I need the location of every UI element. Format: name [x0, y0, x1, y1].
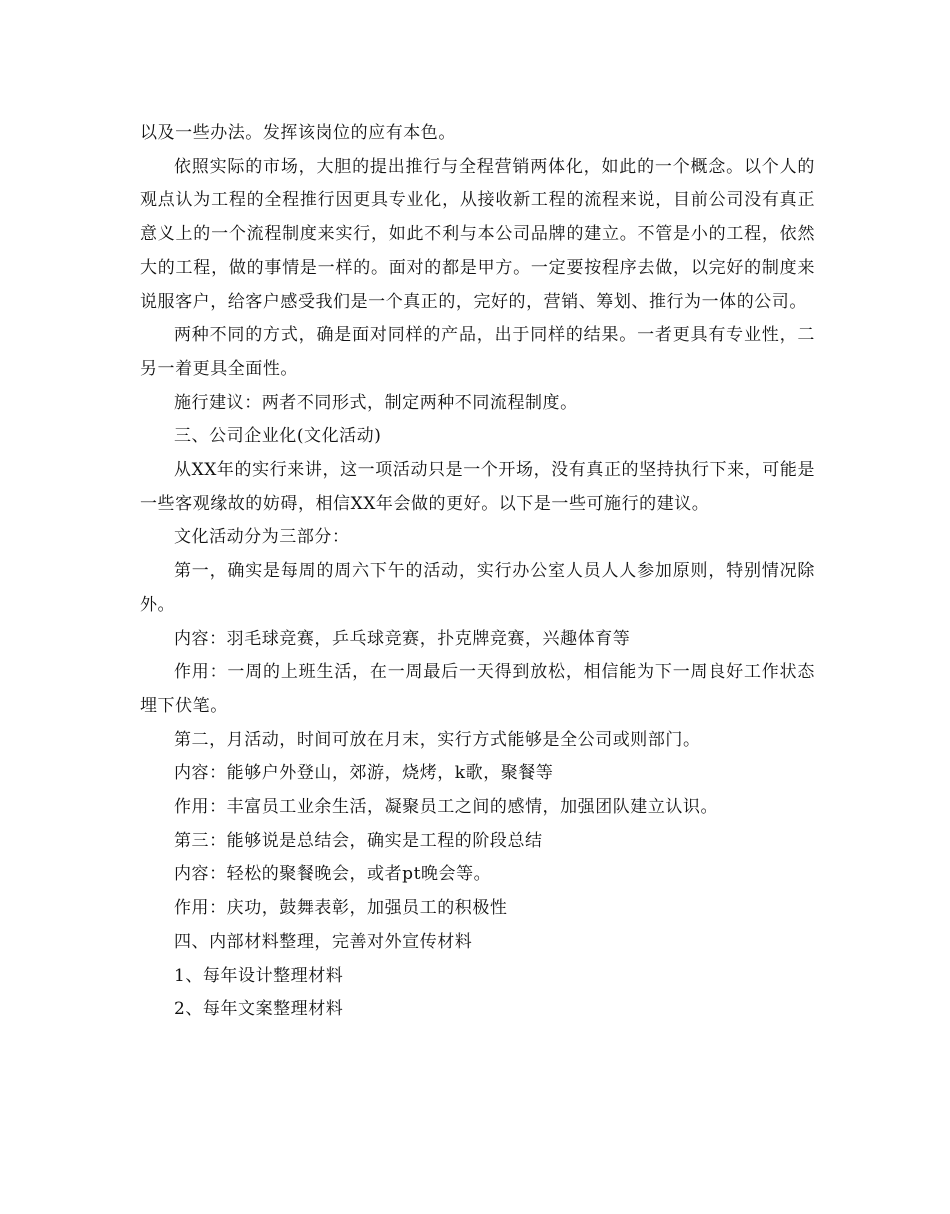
- paragraph-implementation-advice: 施行建议：两者不同形式，制定两种不同流程制度。: [174, 392, 578, 413]
- paragraph-market-concept: 依照实际的市场，大胆的提出推行与全程营销两体化，如此的一个概念。以个人的观点认为工程的全程推行因更具专业化，从接收新工程的流程来说，目前公司没有真正意义上的一个流程制度来实行，如此不利与本公司品牌的建立。不管是小的工程，依然大的工程，做的事情是一样的。面对的都是甲方。一定要按程序去做，以完好的制度来说服客户，给客户感受我们是一个真正的，完好的，营销、筹划、推行为一体的公司。: [140, 156, 815, 312]
- paragraph-intro-tail: 以及一些办法。发挥该岗位的应有本色。: [140, 123, 456, 143]
- paragraph-weekly-effect: 作用：一周的上班生活，在一周最后一天得到放松，相信能为下一周良好工作状态埋下伏笔。: [140, 662, 815, 716]
- paragraph-summary-meeting: 第三：能够说是总结会，确实是工程的阶段总结: [174, 830, 543, 851]
- list-item-copy-materials: 2、每年文案整理材料: [174, 999, 344, 1020]
- paragraph-monthly-effect: 作用：丰富员工业余生活，凝聚员工之间的感情，加强团队建立认识。: [174, 797, 719, 818]
- section-heading-materials: 四、内部材料整理，完善对外宣传材料: [174, 931, 473, 952]
- paragraph-monthly-content: 内容：能够户外登山，郊游，烧烤，k歌，聚餐等: [174, 763, 554, 784]
- paragraph-weekly-activity: 第一，确实是每周的周六下午的活动，实行办公室人员人人参加原则，特别情况除外。: [140, 561, 815, 615]
- paragraph-two-methods: 两种不同的方式，确是面对同样的产品，出于同样的结果。一者更具有专业性，二另一着更具全面性。: [140, 325, 815, 379]
- paragraph-summary-content: 内容：轻松的聚餐晚会，或者pt晚会等。: [174, 864, 492, 885]
- list-item-design-materials: 1、每年设计整理材料: [174, 965, 344, 986]
- paragraph-three-parts: 文化活动分为三部分：: [174, 527, 350, 548]
- paragraph-monthly-activity: 第二，月活动，时间可放在月末，实行方式能够是全公司或则部门。: [174, 729, 701, 750]
- paragraph-culture-review: 从XX年的实行来讲，这一项活动只是一个开场，没有真正的坚持执行下来，可能是一些客观缘故的妨碍，相信XX年会做的更好。以下是一些可施行的建议。: [140, 460, 815, 514]
- paragraph-summary-effect: 作用：庆功，鼓舞表彰，加强员工的积极性: [174, 898, 508, 919]
- paragraph-weekly-content: 内容：羽毛球竞赛，乒乓球竞赛，扑克牌竞赛，兴趣体育等: [174, 628, 631, 649]
- section-heading-culture: 三、公司企业化(文化活动): [174, 426, 382, 447]
- document-page: [140, 117, 815, 1027]
